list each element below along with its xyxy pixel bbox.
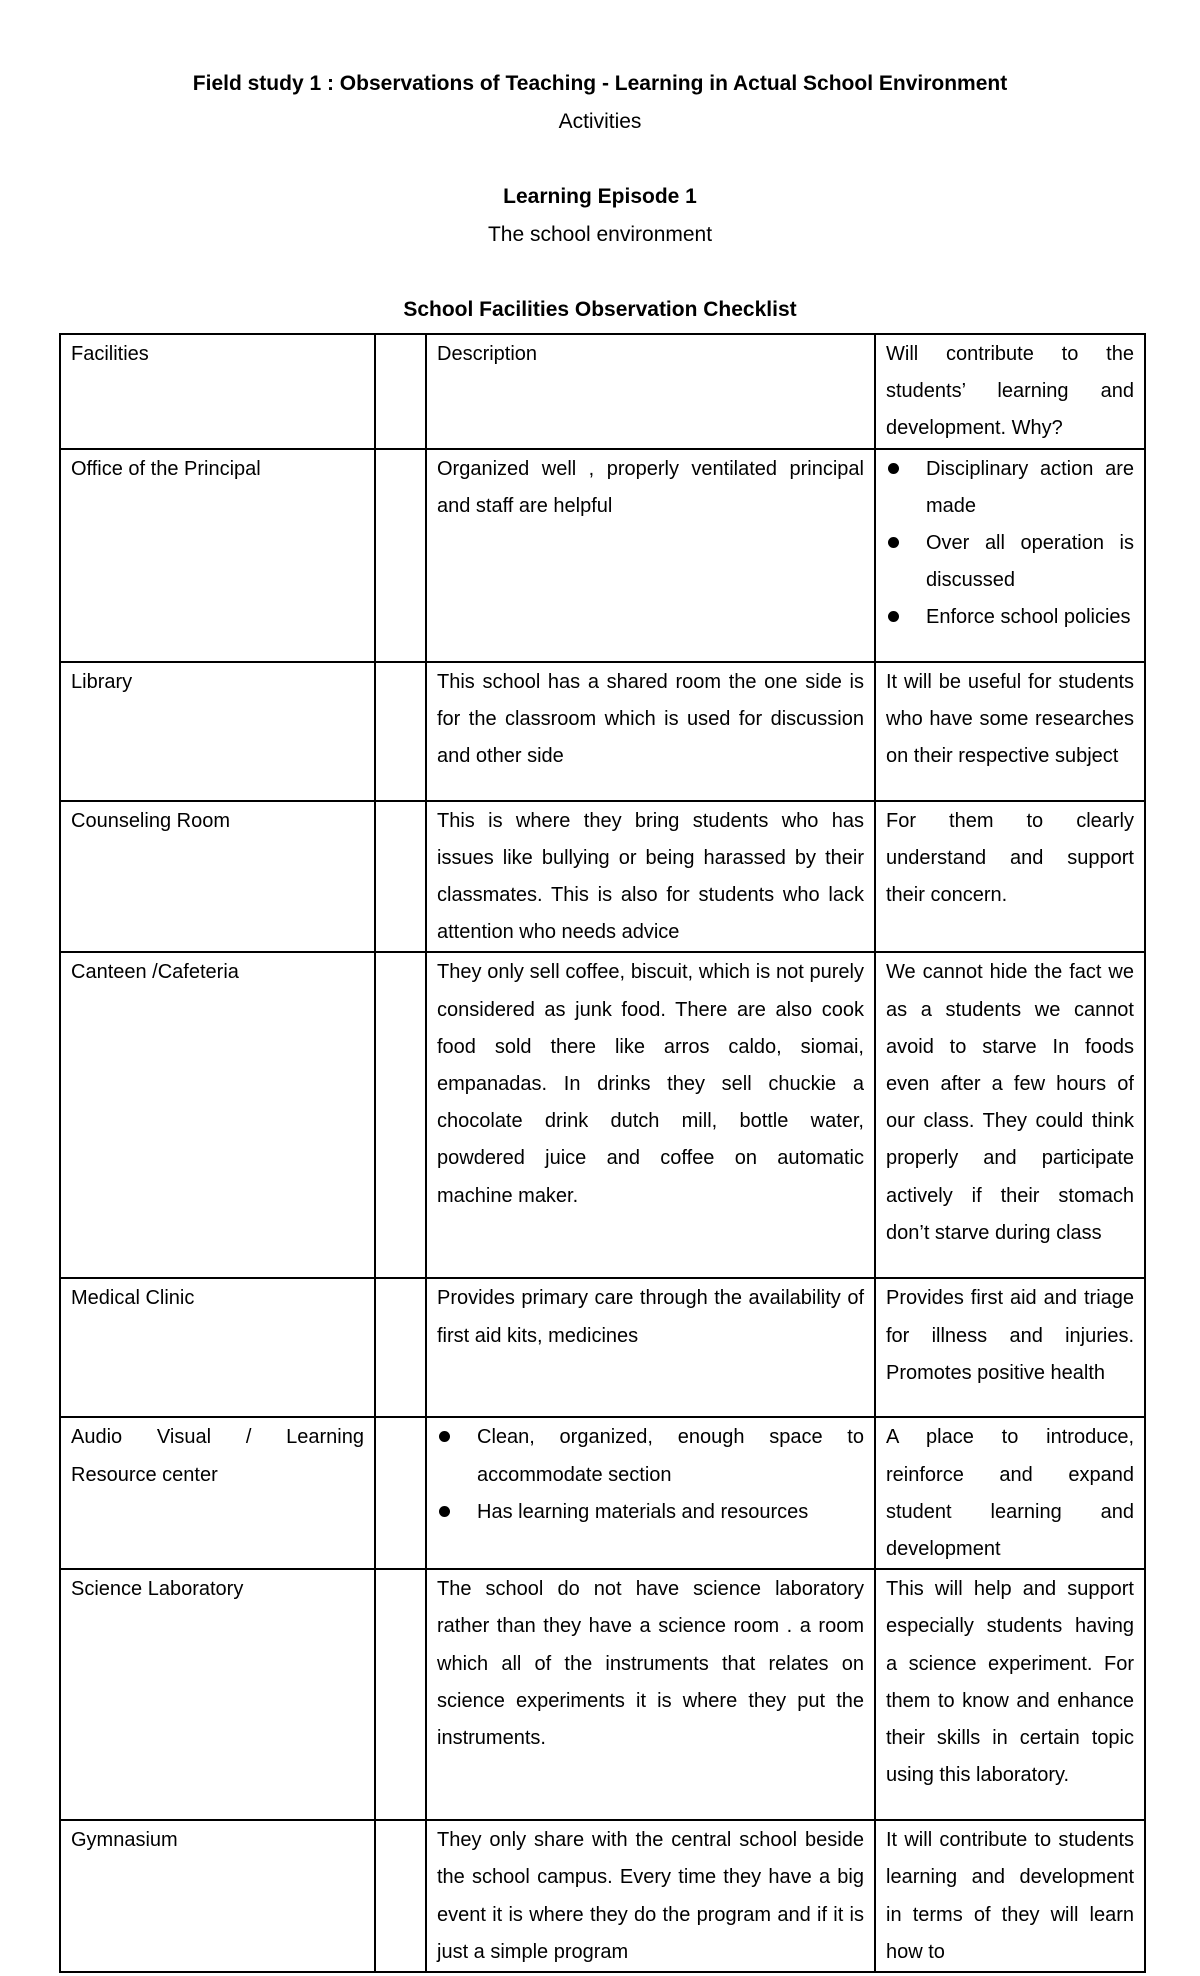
- contribution-cell: It will contribute to students learning and development in terms of they will learn how to: [875, 1820, 1145, 1972]
- bullet-icon: [439, 1431, 450, 1442]
- bullet-text: Has learning materials and resources: [477, 1500, 809, 1523]
- contribution-bullet-list: [886, 451, 1134, 637]
- facility-cell: Library: [60, 662, 375, 801]
- blank-cell: [375, 1820, 426, 1972]
- blank-cell: [375, 952, 426, 1278]
- contribution-cell: Provides first aid and triage for illness and injuries. Promotes positive health: [875, 1278, 1145, 1417]
- facility-cell: Audio Visual / Learning Resource center: [60, 1417, 375, 1569]
- facility-cell: Counseling Room: [60, 801, 375, 953]
- document-subtitle: Activities: [558, 110, 642, 133]
- table-row-canteen: [60, 952, 1145, 1278]
- contribution-cell: A place to introduce, reinforce and expand student learning and development: [875, 1417, 1145, 1569]
- contribution-cell: This will help and support especially students having a science experiment. For them to know and enhance their skills in certain topic using this laboratory.: [875, 1569, 1145, 1820]
- bullet-text: Clean, organized, enough space to accommodate section: [477, 1426, 864, 1486]
- description-cell: The school do not have science laboratory rather than they have a science room . a room which all of the instruments that relates on science experiments it is where they put the instruments.: [426, 1569, 875, 1820]
- blank-cell: [375, 1417, 426, 1569]
- description-cell: Provides primary care through the availability of first aid kits, medicines: [426, 1278, 875, 1417]
- header-blank: [375, 334, 426, 449]
- list-item: [886, 599, 1134, 636]
- bullet-text: Disciplinary action are made: [926, 457, 1134, 517]
- contribution-cell: For them to clearly understand and support their concern.: [875, 801, 1145, 953]
- checklist-title: School Facilities Observation Checklist: [403, 298, 797, 321]
- bullet-icon: [888, 611, 899, 622]
- document-title: Field study 1 : Observations of Teaching - Learning in Actual School Environment: [192, 72, 1008, 95]
- description-cell: This school has a shared room the one side is for the classroom which is used for discussion and other side: [426, 662, 875, 801]
- contribution-cell: It will be useful for students who have some researches on their respective subject: [875, 662, 1145, 801]
- header-description: Description: [426, 334, 875, 449]
- blank-cell: [375, 801, 426, 953]
- description-bullet-list: [437, 1419, 864, 1531]
- episode-title: Learning Episode 1: [503, 185, 697, 208]
- table-row-gymnasium: [60, 1820, 1145, 1972]
- list-item: [886, 451, 1134, 525]
- contribution-cell: [875, 449, 1145, 662]
- list-item: [437, 1494, 864, 1531]
- blank-cell: [375, 449, 426, 662]
- table-row-audio-visual: [60, 1417, 1145, 1569]
- table-header-row: [60, 334, 1145, 449]
- table-row-library: [60, 662, 1145, 801]
- blank-cell: [375, 1278, 426, 1417]
- blank-cell: [375, 1569, 426, 1820]
- header-contribution: Will contribute to the students’ learning and development. Why?: [875, 334, 1145, 449]
- table-row-counseling-room: [60, 801, 1145, 953]
- bullet-icon: [888, 537, 899, 548]
- facility-cell: Office of the Principal: [60, 449, 375, 662]
- header-facilities: Facilities: [60, 334, 375, 449]
- contribution-cell: We cannot hide the fact we as a students we cannot avoid to starve In foods even after a few hours of our class. They could think properly and participate actively if their stomach don’t starve during class: [875, 952, 1145, 1278]
- list-item: [886, 525, 1134, 599]
- description-cell: Organized well , properly ventilated principal and staff are helpful: [426, 449, 875, 662]
- bullet-text: Over all operation is discussed: [926, 532, 1134, 592]
- bullet-icon: [888, 463, 899, 474]
- episode-subtitle: The school environment: [487, 223, 713, 246]
- facility-cell: Gymnasium: [60, 1820, 375, 1972]
- description-cell: They only share with the central school beside the school campus. Every time they have a big event it is where they do the program and if it is just a simple program: [426, 1820, 875, 1972]
- bullet-text: Enforce school policies: [926, 606, 1131, 629]
- facility-cell: Medical Clinic: [60, 1278, 375, 1417]
- description-cell: This is where they bring students who has issues like bullying or being harassed by their classmates. This is also for students who lack attention who needs advice: [426, 801, 875, 953]
- description-cell: They only sell coffee, biscuit, which is not purely considered as junk food. There are also cook food sold there like arros caldo, siomai, empanadas. In drinks they sell chuckie a chocolate drink dutch mill, bottle water, powdered juice and coffee on automatic machine maker.: [426, 952, 875, 1278]
- bullet-icon: [439, 1506, 450, 1517]
- table-row-office-of-principal: [60, 449, 1145, 662]
- table-row-science-laboratory: [60, 1569, 1145, 1820]
- facility-cell: Canteen /Cafeteria: [60, 952, 375, 1278]
- description-cell: [426, 1417, 875, 1569]
- facility-cell: Science Laboratory: [60, 1569, 375, 1820]
- table-row-medical-clinic: [60, 1278, 1145, 1417]
- list-item: [437, 1419, 864, 1493]
- facilities-checklist-table: [59, 333, 1146, 1973]
- blank-cell: [375, 662, 426, 801]
